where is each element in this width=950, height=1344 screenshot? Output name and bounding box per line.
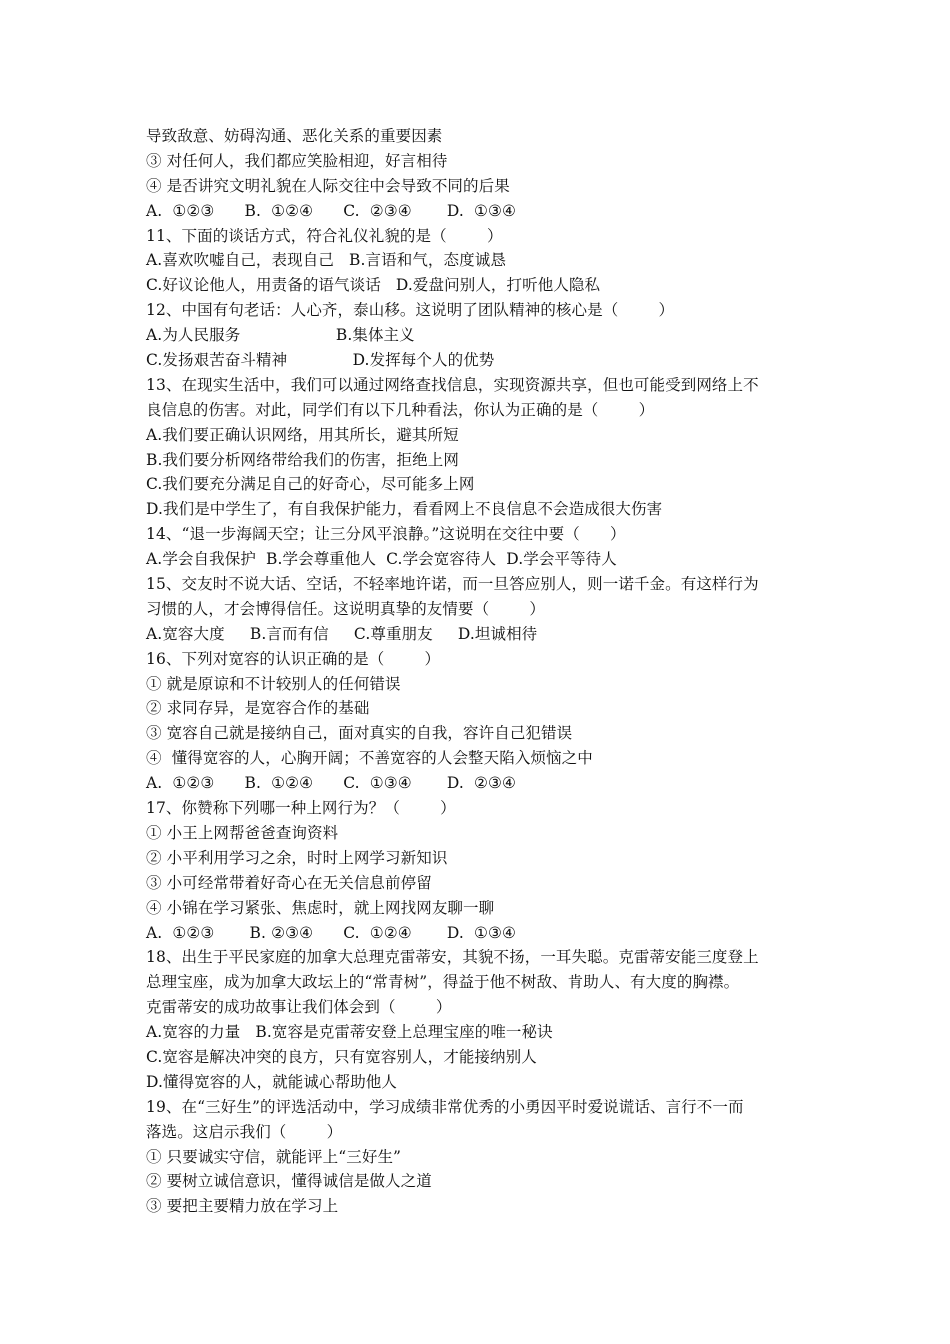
- question-17: 17、你赞称下列哪一种上网行为？（ ）: [146, 799, 456, 818]
- answer-options: A.学会自我保护 B.学会尊重他人 C.学会宽容待人 D.学会平等待人: [146, 550, 617, 569]
- statement-4: ④ 小锦在学习紧张、焦虑时，就上网找网友聊一聊: [146, 898, 495, 917]
- text-line: 导致敌意、妨碍沟通、恶化关系的重要因素: [146, 127, 443, 145]
- statement-1: ① 只要诚实守信，就能评上“三好生”: [146, 1147, 402, 1166]
- statement-2: ② 要树立诚信意识，懂得诚信是做人之道: [146, 1172, 432, 1191]
- text-line: 落选。这启示我们（ ）: [146, 1122, 343, 1141]
- answer-options: A.宽容的力量 B.宽容是克雷蒂安登上总理宝座的唯一秘诀: [146, 1023, 553, 1042]
- answer-option-d: D.懂得宽容的人，就能诚心帮助他人: [146, 1072, 398, 1091]
- statement-1: ① 就是原谅和不计较别人的任何错误: [146, 674, 401, 693]
- statement-3: ③ 要把主要精力放在学习上: [146, 1197, 339, 1216]
- text-line: 习惯的人，才会博得信任。这说明真挚的友情要（ ）: [146, 599, 546, 618]
- question-12: 12、中国有句老话：人心齐，泰山移。这说明了团队精神的核心是（ ）: [146, 301, 675, 320]
- answer-options: A. ①②③ B. ①②④ C. ②③④ D. ①③④: [146, 201, 516, 220]
- question-11: 11、下面的谈话方式，符合礼仪礼貌的是（ ）: [146, 226, 503, 245]
- statement-2: ② 小平利用学习之余，时时上网学习新知识: [146, 848, 448, 867]
- answer-option-c: C.我们要充分满足自己的好奇心，尽可能多上网: [146, 475, 475, 494]
- question-18: 18、出生于平民家庭的加拿大总理克雷蒂安，其貌不扬，一耳失聪。克雷蒂安能三度登上: [146, 948, 759, 967]
- answer-options: C.发扬艰苦奋斗精神 D.发挥每个人的优势: [146, 351, 495, 370]
- question-15: 15、交友时不说大话、空话，不轻率地许诺，而一旦答应别人，则一诺千金。有这样行为: [146, 575, 759, 594]
- question-14: 14、“退一步海阔天空；让三分风平浪静。”这说明在交往中要（ ）: [146, 525, 626, 544]
- question-16: 16、下列对宽容的认识正确的是（ ）: [146, 649, 441, 668]
- text-line: 克雷蒂安的成功故事让我们体会到（ ）: [146, 998, 452, 1017]
- answer-options: A. ①②③ B. ①②④ C. ①③④ D. ②③④: [146, 774, 516, 793]
- statement-3: ③ 宽容自己就是接纳自己，面对真实的自我，容许自己犯错误: [146, 724, 573, 743]
- statement-4: ④ 懂得宽容的人，心胸开阔；不善宽容的人会整天陷入烦恼之中: [146, 749, 593, 768]
- answer-option-c: C.宽容是解决冲突的良方，只有宽容别人，才能接纳别人: [146, 1047, 537, 1066]
- exam-text-body: [146, 124, 810, 1219]
- statement-3: ③ 小可经常带着好奇心在无关信息前停留: [146, 873, 432, 892]
- answer-option-a: A.我们要正确认识网络，用其所长，避其所短: [146, 425, 459, 444]
- answer-options: A.宽容大度 B.言而有信 C.尊重朋友 D.坦诚相待: [146, 624, 538, 643]
- answer-options: C.好议论他人，用责备的语气谈话 D.爱盘问别人，打听他人隐私: [146, 276, 601, 295]
- answer-option-b: B.我们要分析网络带给我们的伤害，拒绝上网: [146, 450, 459, 469]
- text-line: ④ 是否讲究文明礼貌在人际交往中会导致不同的后果: [146, 176, 510, 195]
- text-line: 总理宝座，成为加拿大政坛上的“常青树”，得益于他不树敌、肯助人、有大度的胸襟。: [146, 973, 740, 992]
- text-line: ③ 对任何人，我们都应笑脸相迎，好言相待: [146, 151, 448, 170]
- question-19: 19、在“三好生”的评选活动中，学习成绩非常优秀的小勇因平时爱说谎话、言行不一而: [146, 1097, 744, 1116]
- answer-options: A. ①②③ B. ②③④ C. ①②④ D. ①③④: [146, 923, 516, 942]
- answer-options: A.喜欢吹嘘自己，表现自己 B.言语和气，态度诚恳: [146, 251, 506, 270]
- statement-2: ② 求同存异，是宽容合作的基础: [146, 699, 370, 718]
- text-line: 良信息的伤害。对此，同学们有以下几种看法，你认为正确的是（ ）: [146, 400, 655, 419]
- answer-option-d: D.我们是中学生了，有自我保护能力，看看网上不良信息不会造成很大伤害: [146, 500, 663, 519]
- answer-options: A.为人民服务 B.集体主义: [146, 326, 415, 345]
- statement-1: ① 小王上网帮爸爸查询资料: [146, 823, 339, 842]
- question-13: 13、在现实生活中，我们可以通过网络查找信息，实现资源共享，但也可能受到网络上不: [146, 375, 759, 394]
